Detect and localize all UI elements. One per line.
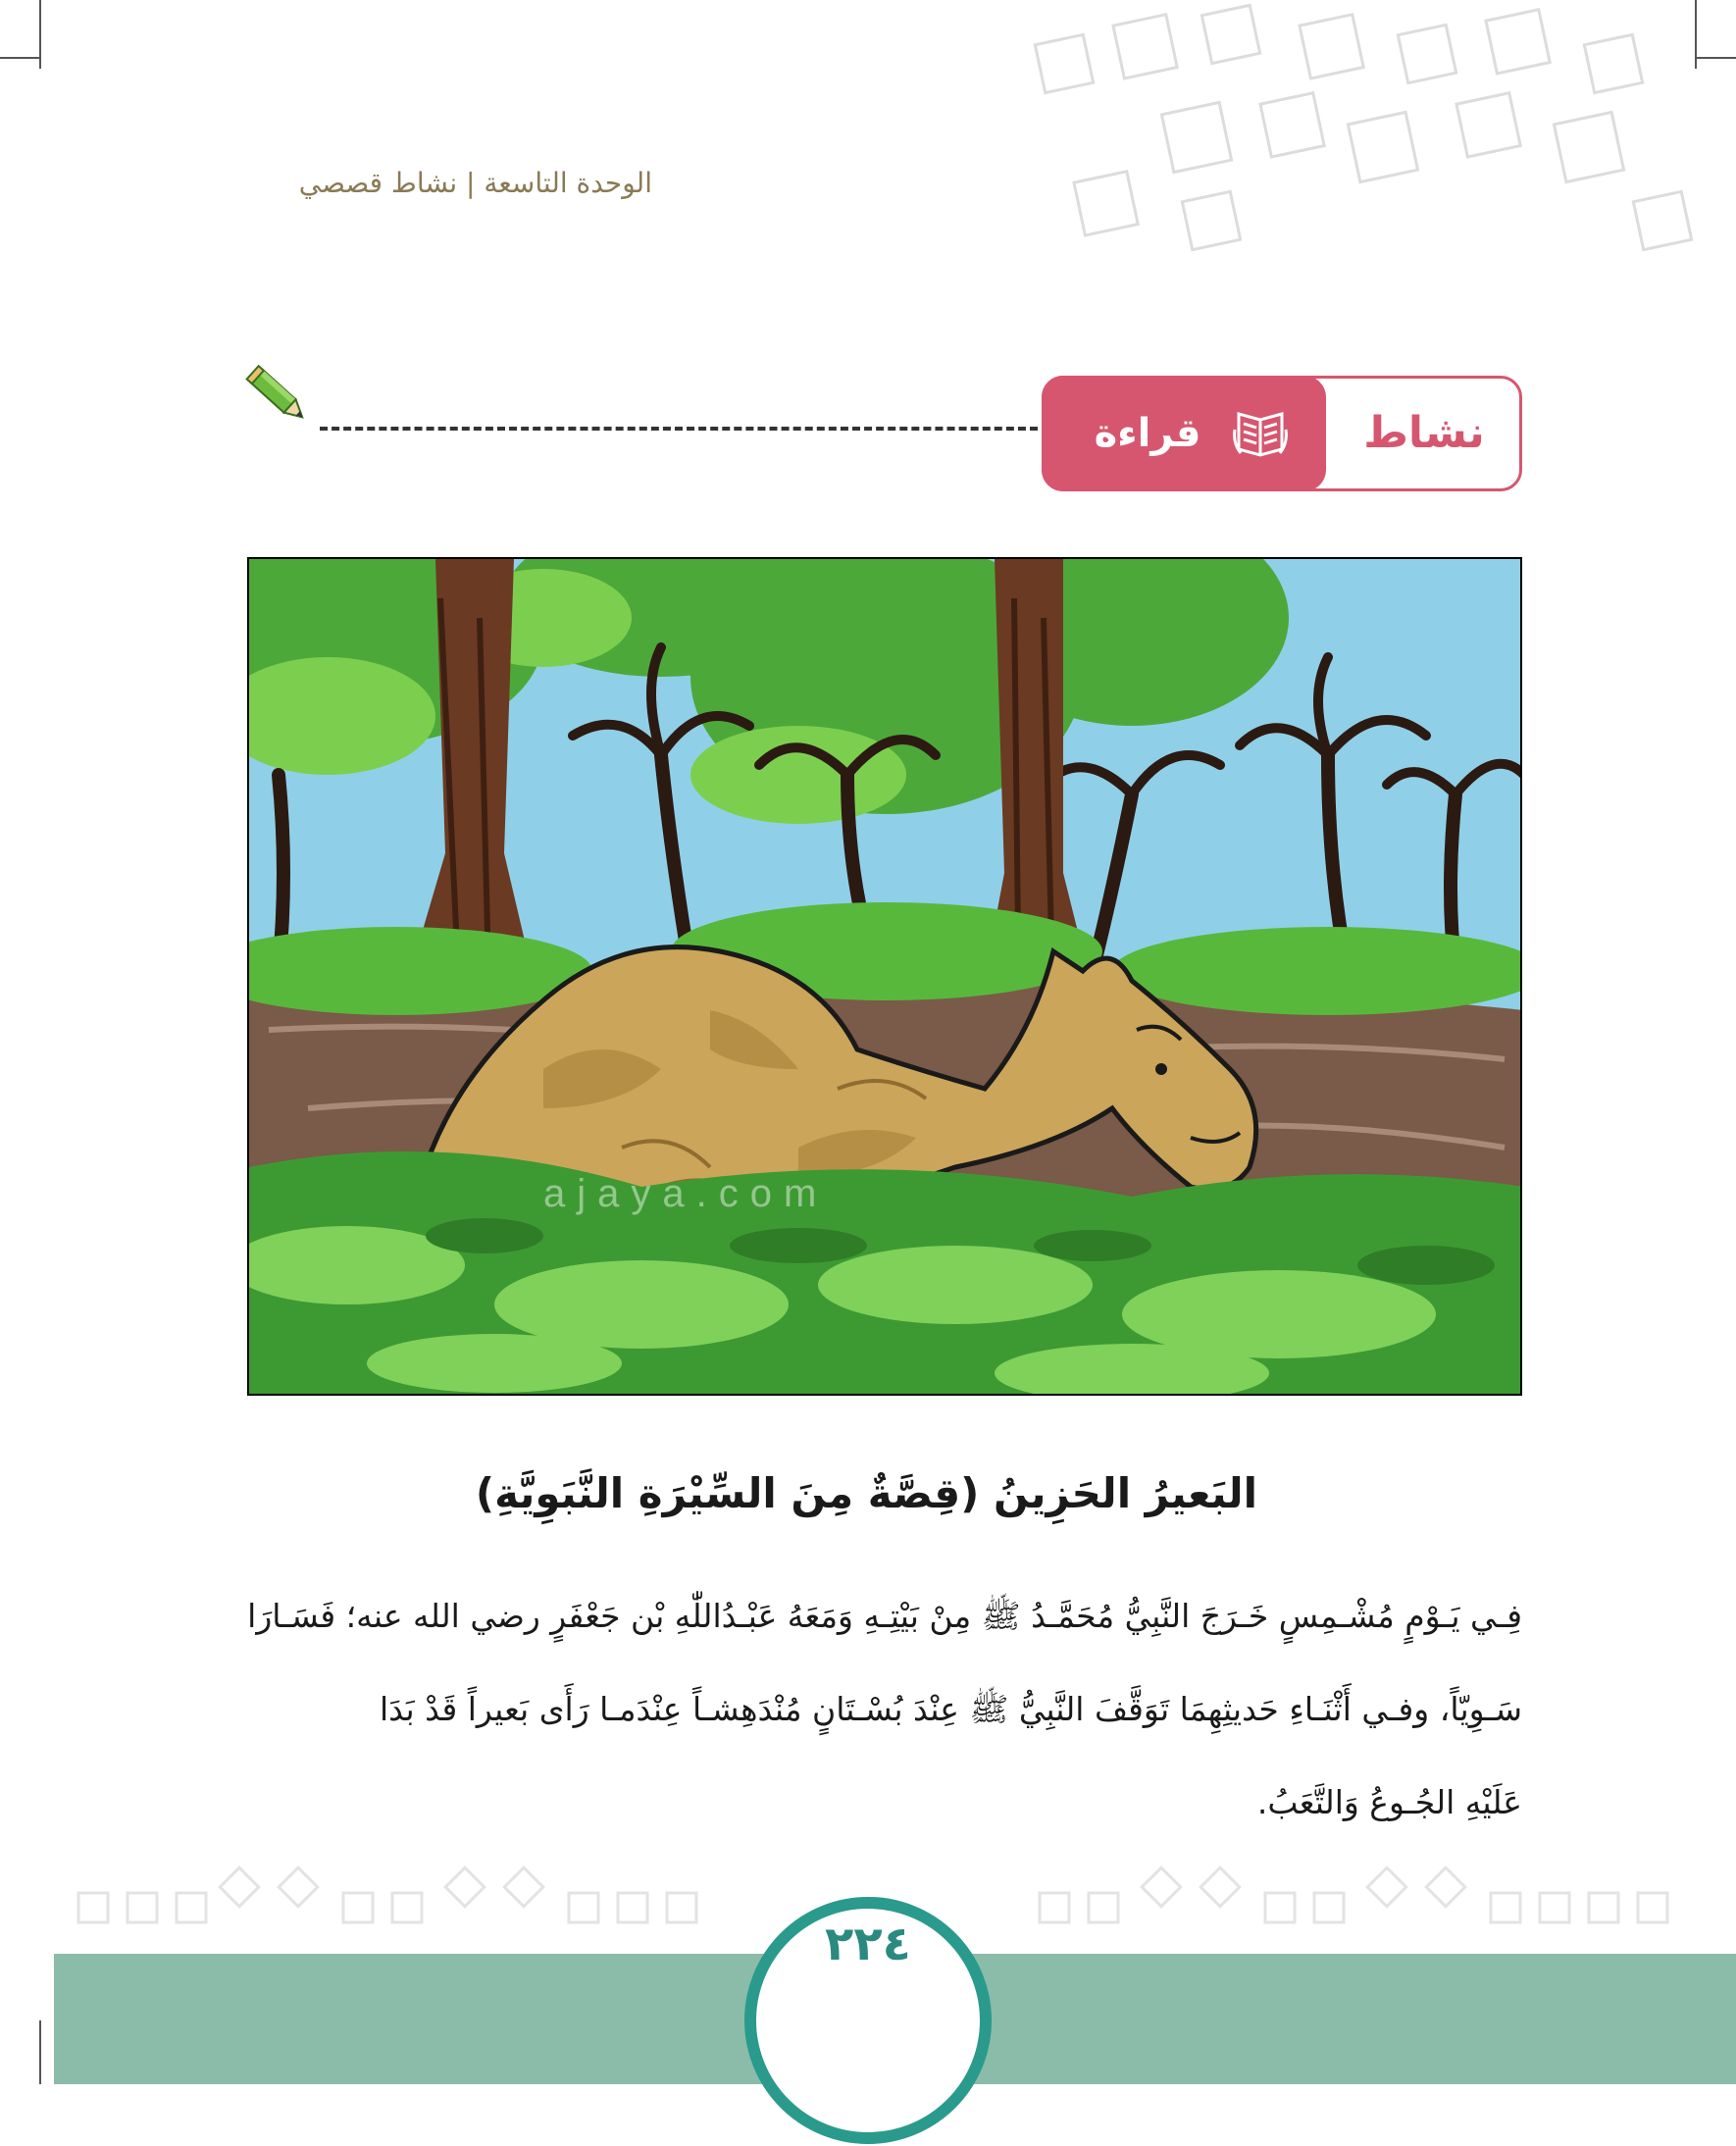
story-title: البَعيرُ الحَزِينُ (قِصَّةٌ مِنَ السِّيْرَةِ النَّبَوِيَّةِ) [475,1469,1257,1517]
activity-label: نشاط [1363,408,1485,458]
unit-header: الوحدة التاسعة | نشاط قصصي [298,167,652,199]
watermark-text: ajaya.com [543,1172,829,1215]
open-book-icon [1231,410,1290,459]
crop-mark [0,57,41,59]
story-line: سَـوِيّاً، وفـي أَثْنَـاءِ حَديثِهِمَا تَوَقَّفَ النَّبِيُّ ﷺ عِنْدَ بُسْـتَانٍ مُنْدَهِشـاً عِنْدَمـا رَأَى بَعيراً قَدْ بَدَا [380,1690,1522,1728]
story-line: عَلَيْهِ الجُـوعُ وَالتَّعَبُ. [1256,1783,1522,1821]
decorative-pattern [1010,0,1736,284]
story-illustration [247,557,1522,1396]
sad-camel-illustration [249,559,1522,1396]
page-number: ٢٢٤ [825,1916,911,1971]
reading-label: قراءة [1094,411,1201,456]
dashed-line [320,427,1038,431]
story-line: فِـي يَـوْمٍ مُشْـمِسٍ خَـرَجَ النَّبِيُّ مُحَمَّـدُ ﷺ مِنْ بَيْتِـهِ وَمَعَهُ عَبْـدُاللّٰهِ بْن جَعْفَرٍ رضي الله عنه؛ فَسَـارَا [247,1597,1522,1635]
pencil-icon [243,361,312,432]
crop-mark [39,2020,41,2084]
story-body [247,1569,1522,1849]
